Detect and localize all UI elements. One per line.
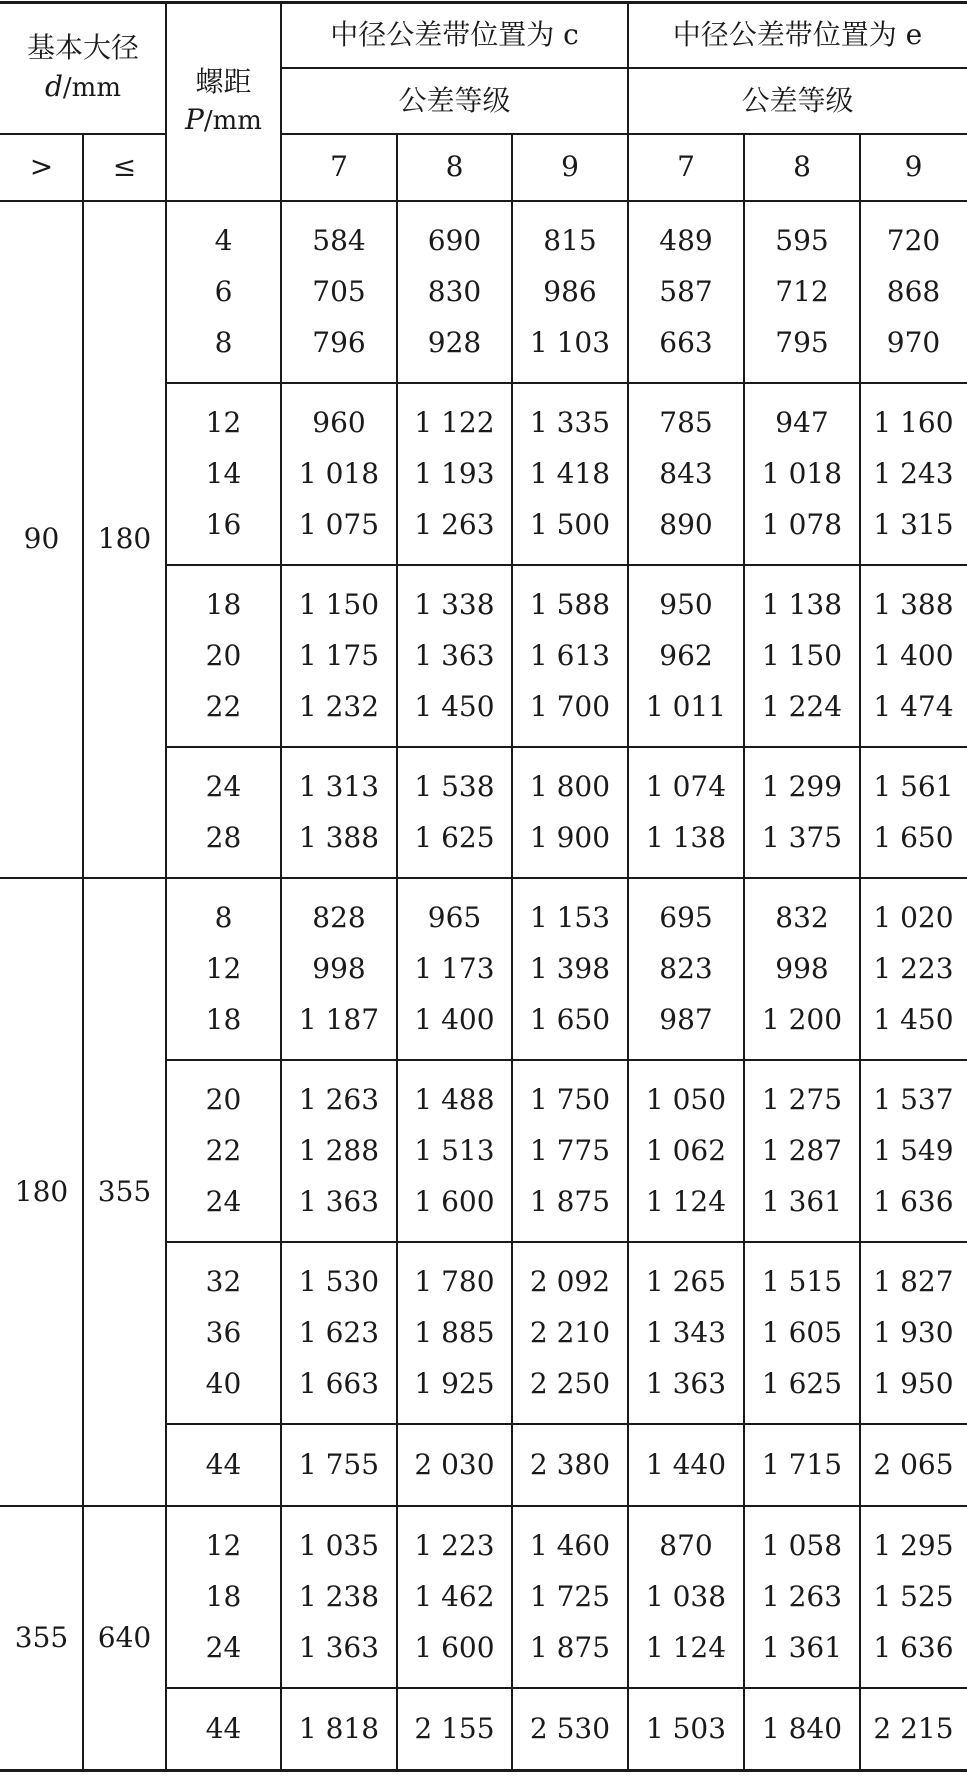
table-cell: 1 078	[761, 507, 843, 541]
diameter-gt-cell: 355	[14, 1620, 69, 1654]
pitch-cell: 12	[205, 951, 242, 985]
table-cell: 843	[659, 456, 713, 490]
pitch-label-line	[195, 66, 251, 98]
table-cell: 1 287	[761, 1133, 843, 1167]
table-cell: 1 549	[873, 1133, 954, 1167]
pitch-cell: 12	[205, 405, 242, 439]
column-rule	[627, 2, 629, 1770]
table-cell: 1 150	[298, 587, 380, 621]
table-cell: 823	[659, 951, 713, 985]
row-rule	[166, 746, 967, 748]
grade-header: 9	[561, 150, 579, 184]
p-symbol: P	[185, 103, 204, 137]
table-cell: 1 650	[873, 820, 954, 854]
table-cell: 690	[427, 223, 482, 257]
table-cell: 1 800	[529, 769, 611, 803]
diameter-gt-cell: 90	[23, 522, 60, 556]
grade-e-header: 公差等级	[741, 83, 854, 117]
table-cell: 1 538	[414, 769, 495, 803]
table-cell: 1 375	[761, 820, 843, 854]
table-cell: 1 513	[414, 1133, 495, 1167]
row-rule	[166, 1423, 967, 1425]
table-cell: 1 700	[529, 689, 611, 723]
table-cell: 1 315	[873, 507, 954, 541]
table-cell: 986	[543, 274, 597, 308]
table-cell: 1 075	[298, 507, 380, 541]
table-cell: 1 460	[529, 1528, 611, 1562]
table-cell: 1 275	[761, 1082, 843, 1116]
pitch-cell: 4	[214, 223, 233, 257]
table-cell: 2 530	[529, 1711, 611, 1745]
table-cell: 1 561	[873, 769, 954, 803]
diameter-le-cell: 640	[97, 1620, 152, 1654]
grade-header: 9	[904, 150, 923, 184]
table-cell: 489	[659, 223, 713, 257]
pitch-cell: 22	[205, 689, 242, 723]
table-cell: 584	[312, 223, 366, 257]
table-cell: 1 223	[414, 1528, 495, 1562]
table-cell: 695	[659, 900, 713, 934]
pitch-cell: 18	[205, 587, 242, 621]
pitch-unit-line	[185, 104, 262, 137]
table-cell: 868	[886, 274, 941, 308]
table-cell: 1 400	[873, 638, 954, 672]
table-cell: 1 530	[298, 1264, 380, 1298]
table-cell: 1 950	[873, 1366, 954, 1400]
pitch-cell: 28	[205, 820, 242, 854]
table-cell: 1 018	[761, 456, 843, 490]
table-cell: 1 818	[298, 1711, 380, 1745]
table-cell: 1 600	[414, 1630, 495, 1664]
table-cell: 1 138	[645, 820, 727, 854]
table-cell: 1 875	[529, 1630, 611, 1664]
table-cell: 1 224	[761, 689, 843, 723]
table-cell: 796	[312, 325, 366, 359]
table-cell: 1 363	[414, 638, 495, 672]
table-cell: 1 074	[645, 769, 727, 803]
table-cell: 1 474	[873, 689, 954, 723]
table-cell: 1 537	[873, 1082, 954, 1116]
pitch-cell: 18	[205, 1002, 242, 1036]
row-rule	[0, 200, 967, 202]
table-cell: 1 780	[414, 1264, 495, 1298]
group-c-header: 中径公差带位置为 c	[330, 17, 579, 51]
pitch-label: 螺距	[195, 64, 252, 98]
le-header: ≤	[112, 150, 137, 184]
table-cell: 1 338	[414, 587, 495, 621]
table-cell: 1 020	[873, 900, 954, 934]
table-cell: 1 715	[761, 1447, 843, 1481]
diameter-le-cell: 355	[97, 1174, 152, 1208]
table-cell: 1 636	[873, 1184, 954, 1218]
table-cell: 1 343	[645, 1315, 727, 1349]
gt-header: >	[29, 150, 54, 184]
table-cell: 1 243	[873, 456, 954, 490]
table-cell: 1 625	[761, 1366, 843, 1400]
table-cell: 1 011	[645, 689, 727, 723]
table-cell: 1 515	[761, 1264, 843, 1298]
basic-diameter-header	[0, 2, 166, 134]
table-cell: 1 103	[529, 325, 611, 359]
p-unit: /mm	[203, 106, 262, 137]
pitch-cell: 24	[205, 1630, 242, 1664]
table-cell: 1 775	[529, 1133, 611, 1167]
row-rule	[166, 1687, 967, 1689]
table-cell: 1 663	[298, 1366, 380, 1400]
column-rule	[859, 134, 861, 1770]
column-rule	[743, 134, 745, 1770]
table-cell: 1 725	[529, 1579, 611, 1613]
table-cell: 987	[659, 1002, 713, 1036]
table-cell: 595	[775, 223, 829, 257]
table-cell: 815	[543, 223, 597, 257]
table-cell: 1 605	[761, 1315, 843, 1349]
pitch-cell: 6	[214, 274, 233, 308]
table-cell: 998	[312, 951, 366, 985]
table-cell: 832	[775, 900, 829, 934]
table-cell: 928	[427, 325, 482, 359]
table-cell: 1 361	[761, 1184, 843, 1218]
table-cell: 1 363	[645, 1366, 727, 1400]
table-cell: 795	[775, 325, 829, 359]
table-cell: 828	[312, 900, 366, 934]
table-cell: 2 215	[873, 1711, 954, 1745]
column-rule	[396, 134, 398, 1770]
table-cell: 1 232	[298, 689, 380, 723]
grade-header: 7	[330, 150, 348, 184]
table-cell: 712	[775, 274, 829, 308]
pitch-cell: 14	[205, 456, 242, 490]
table-cell: 2 065	[873, 1447, 954, 1481]
table-cell: 1 187	[298, 1002, 380, 1036]
table-cell: 785	[659, 405, 713, 439]
table-cell: 1 173	[414, 951, 495, 985]
row-rule	[166, 382, 967, 384]
table-cell: 1 500	[529, 507, 611, 541]
table-cell: 1 650	[529, 1002, 611, 1036]
pitch-cell: 24	[205, 769, 242, 803]
table-cell: 1 361	[761, 1630, 843, 1664]
table-cell: 1 930	[873, 1315, 954, 1349]
basic-diameter-label: 基本大径	[26, 31, 139, 65]
table-cell: 1 840	[761, 1711, 843, 1745]
table-cell: 1 363	[298, 1184, 380, 1218]
table-cell: 1 388	[298, 820, 380, 854]
table-cell: 1 503	[645, 1711, 727, 1745]
table-cell: 1 623	[298, 1315, 380, 1349]
table-cell: 1 200	[761, 1002, 843, 1036]
table-cell: 1 925	[414, 1366, 495, 1400]
table-cell: 1 450	[873, 1002, 954, 1036]
table-cell: 2 250	[529, 1366, 611, 1400]
table-cell: 870	[659, 1528, 713, 1562]
pitch-cell: 44	[205, 1711, 242, 1745]
table-cell: 1 288	[298, 1133, 380, 1167]
table-cell: 1 058	[761, 1528, 843, 1562]
column-rule	[165, 2, 167, 1770]
table-cell: 947	[775, 405, 829, 439]
table-cell: 1 613	[529, 638, 611, 672]
basic-diameter-unit-line	[45, 71, 121, 104]
pitch-cell: 20	[205, 1082, 242, 1116]
row-rule	[0, 1, 967, 4]
table-cell: 1 263	[298, 1082, 380, 1116]
table-cell: 1 625	[414, 820, 495, 854]
row-rule	[166, 1241, 967, 1243]
table-cell: 1 400	[414, 1002, 495, 1036]
table-cell: 960	[312, 405, 366, 439]
table-cell: 1 313	[298, 769, 380, 803]
table-cell: 830	[427, 274, 482, 308]
table-cell: 1 124	[645, 1630, 727, 1664]
pitch-cell: 20	[205, 638, 242, 672]
table-cell: 1 153	[529, 900, 611, 934]
table-cell: 1 588	[529, 587, 611, 621]
table-cell: 1 138	[761, 587, 843, 621]
table-cell: 587	[659, 274, 713, 308]
diameter-le-cell: 180	[97, 522, 152, 556]
table-cell: 965	[427, 900, 482, 934]
table-cell: 705	[312, 274, 366, 308]
pitch-cell: 24	[205, 1184, 242, 1218]
table-cell: 950	[659, 587, 713, 621]
table-cell: 1 265	[645, 1264, 727, 1298]
pitch-cell: 22	[205, 1133, 242, 1167]
table-cell: 1 525	[873, 1579, 954, 1613]
table-cell: 1 150	[761, 638, 843, 672]
table-cell: 1 450	[414, 689, 495, 723]
column-rule	[511, 134, 513, 1770]
table-cell: 1 160	[873, 405, 954, 439]
table-cell: 1 124	[645, 1184, 727, 1218]
table-cell: 998	[775, 951, 829, 985]
table-cell: 1 600	[414, 1184, 495, 1218]
d-symbol: d	[44, 69, 63, 103]
table-cell: 1 335	[529, 405, 611, 439]
table-cell: 1 299	[761, 769, 843, 803]
table-cell: 1 295	[873, 1528, 954, 1562]
table-cell: 1 885	[414, 1315, 495, 1349]
grade-header: 7	[677, 150, 695, 184]
table-cell: 1 462	[414, 1579, 495, 1613]
table-cell: 1 223	[873, 951, 954, 985]
table-cell: 1 488	[414, 1082, 495, 1116]
table-cell: 2 210	[529, 1315, 611, 1349]
pitch-cell: 12	[205, 1528, 242, 1562]
table-cell: 2 380	[529, 1447, 611, 1481]
table-cell: 890	[659, 507, 713, 541]
table-cell: 1 363	[298, 1630, 380, 1664]
table-cell: 1 900	[529, 820, 611, 854]
table-cell: 720	[886, 223, 941, 257]
group-e-header: 中径公差带位置为 e	[672, 17, 923, 51]
diameter-gt-cell: 180	[14, 1174, 69, 1208]
table-cell: 1 388	[873, 587, 954, 621]
table-cell: 1 263	[761, 1579, 843, 1613]
table-cell: 1 238	[298, 1579, 380, 1613]
table-cell: 663	[659, 325, 713, 359]
table-cell: 1 440	[645, 1447, 727, 1481]
column-rule	[280, 2, 282, 1770]
table-cell: 1 827	[873, 1264, 954, 1298]
pitch-cell: 8	[214, 325, 233, 359]
basic-diameter-label-line	[27, 32, 139, 64]
table-cell: 2 092	[529, 1264, 611, 1298]
table-cell: 962	[659, 638, 713, 672]
row-rule	[281, 67, 967, 69]
table-cell: 2 155	[414, 1711, 495, 1745]
grade-header: 8	[445, 150, 464, 184]
pitch-cell: 44	[205, 1447, 242, 1481]
pitch-cell: 18	[205, 1579, 242, 1613]
pitch-cell: 16	[205, 507, 242, 541]
table-cell: 1 875	[529, 1184, 611, 1218]
table-cell: 1 750	[529, 1082, 611, 1116]
pitch-cell: 32	[205, 1264, 242, 1298]
table-cell: 1 418	[529, 456, 611, 490]
column-rule	[82, 134, 84, 1770]
row-rule	[166, 564, 967, 566]
row-rule	[166, 1059, 967, 1061]
row-rule	[281, 133, 967, 135]
grade-c-header: 公差等级	[398, 83, 511, 117]
table-cell: 1 018	[298, 456, 380, 490]
table-cell: 1 755	[298, 1447, 380, 1481]
table-cell: 1 122	[414, 405, 495, 439]
table-cell: 1 263	[414, 507, 495, 541]
table-cell: 2 030	[414, 1447, 495, 1481]
table-cell: 1 050	[645, 1082, 727, 1116]
pitch-cell: 8	[214, 900, 233, 934]
row-rule	[0, 1769, 967, 1772]
table-cell: 1 398	[529, 951, 611, 985]
table-cell: 970	[886, 325, 941, 359]
table-cell: 1 038	[645, 1579, 727, 1613]
pitch-cell: 40	[205, 1366, 242, 1400]
pitch-header	[166, 2, 281, 201]
table-cell: 1 193	[414, 456, 495, 490]
grade-header: 8	[793, 150, 811, 184]
table-cell: 1 175	[298, 638, 380, 672]
d-unit: /mm	[62, 72, 121, 103]
table-cell: 1 062	[645, 1133, 727, 1167]
pitch-cell: 36	[205, 1315, 242, 1349]
table-cell: 1 636	[873, 1630, 954, 1664]
table-cell: 1 035	[298, 1528, 380, 1562]
